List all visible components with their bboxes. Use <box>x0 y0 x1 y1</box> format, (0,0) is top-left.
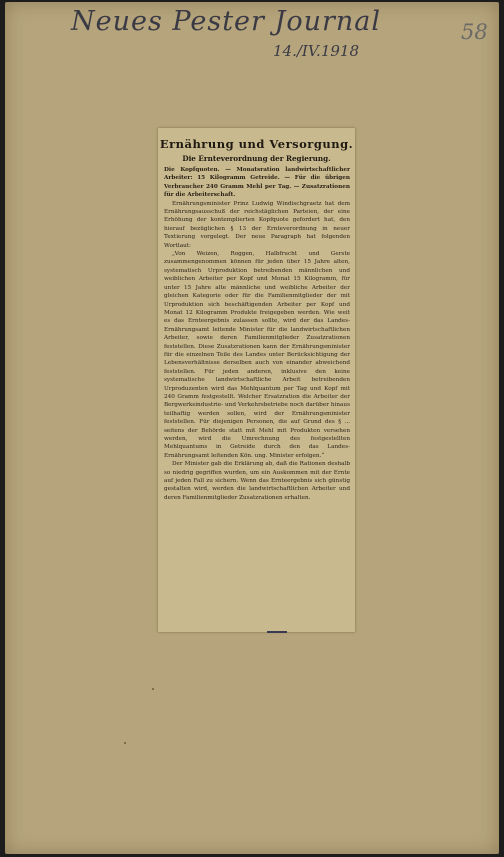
handwritten-date: 14./IV.1918 <box>273 42 359 60</box>
paper-speck <box>124 742 126 744</box>
article-subtitle: Die Ernteverordnung der Regierung. <box>182 154 331 163</box>
article-paragraph: „Von Weizen, Roggen, Halbfrucht und Gerste zusammengenommen können für jeden über 15 Jahre alten, systematisch Urproduktion betreibenden männlichen und weiblichen Arbeiter per Kopf und Monat 15 Kilogramm, für unter 15 Jahre alte männliche und weibliche Arbeiter der gleichen Kategorie oder für die Familienmitglieder der mit Urproduktion sich beschäftigenden Arbeiter per Kopf und Monat 12 Kilogramm Produkte freigegeben werden. Wie weit es das Ernteergebnis zulassen sollte, wird der das Landes-Ernährungsamt leitende Minister für die landwirtschaftlichen Arbeiter, sowie deren Familienmitglieder Zusatzrationen feststellen. Diese Zusatzrationen kann der Ernährungsminister für die einzelnen Teile des Landes unter Berücksichtigung der Lebensverhältnisse derselben auch von einander abweichend feststellen. Für jeden anderen, inklusive den keine systematische landwirtschaftliche Arbeit betreibenden Urproduzenten wird das Mehlquantum per Tag und Kopf mit 240 Gramm festgestellt. Welcher Ersatzration die Arbeiter der Bergwerksindustrie- und Verkehrsbetriebe noch darüber hinaus teilhaftig werden sollen, wird der Ernährungsminister feststellen. Für diejenigen Personen, die auf Grund des § ... seitens der Behörde statt mit Mehl mit Produkten versehen werden, wird die Umrechnung des festgestellten Mehlquantums in Getreide durch den das Landes-Ernährungsamt leitenden Kön. ung. Minister erfolgen.“ <box>164 251 350 459</box>
article-lead: Die Kopfquoten. — Monatsration landwirtschaftlicher Arbeiter: 15 Kilogramm Getreide. — Für die übrigen Verbraucher 240 Gramm Mehl per Tag. — Zusatzrationen für die Arbeiterschaft. <box>164 167 350 199</box>
article-body <box>164 166 350 502</box>
handwritten-newspaper-name: Neues Pester Journal <box>71 6 382 37</box>
ink-mark <box>267 631 287 633</box>
article-title: Ernährung und Versorgung. <box>159 137 354 151</box>
handwritten-page-number: 58 <box>461 20 488 44</box>
paper-speck <box>152 688 154 690</box>
article-paragraph: Ernährungsminister Prinz Ludwig Windischgraetz hat dem Ernährungsausschuß der reichstäglichen Parteien, der eine Erhöhung der kontemplierten Kopfquote gefordert hat, den hierauf bezüglichen § 13 der Ernteverordnung in neuer Textierung vorgelegt. Der neue Paragraph hat folgenden Wortlaut: <box>164 200 350 249</box>
article-paragraph: Der Minister gab die Erklärung ab, daß die Rationen deshalb so niedrig gegriffen wurden, um ein Auskommen mit der Ernte auf jeden Fall zu sichern. Wenn das Ernteergebnis sich günstig gestalten wird, werden die landwirtschaftlichen Arbeiter und deren Familienmitglieder Zusatzrationen erhalten. <box>164 461 350 501</box>
newspaper-clipping <box>158 128 355 632</box>
